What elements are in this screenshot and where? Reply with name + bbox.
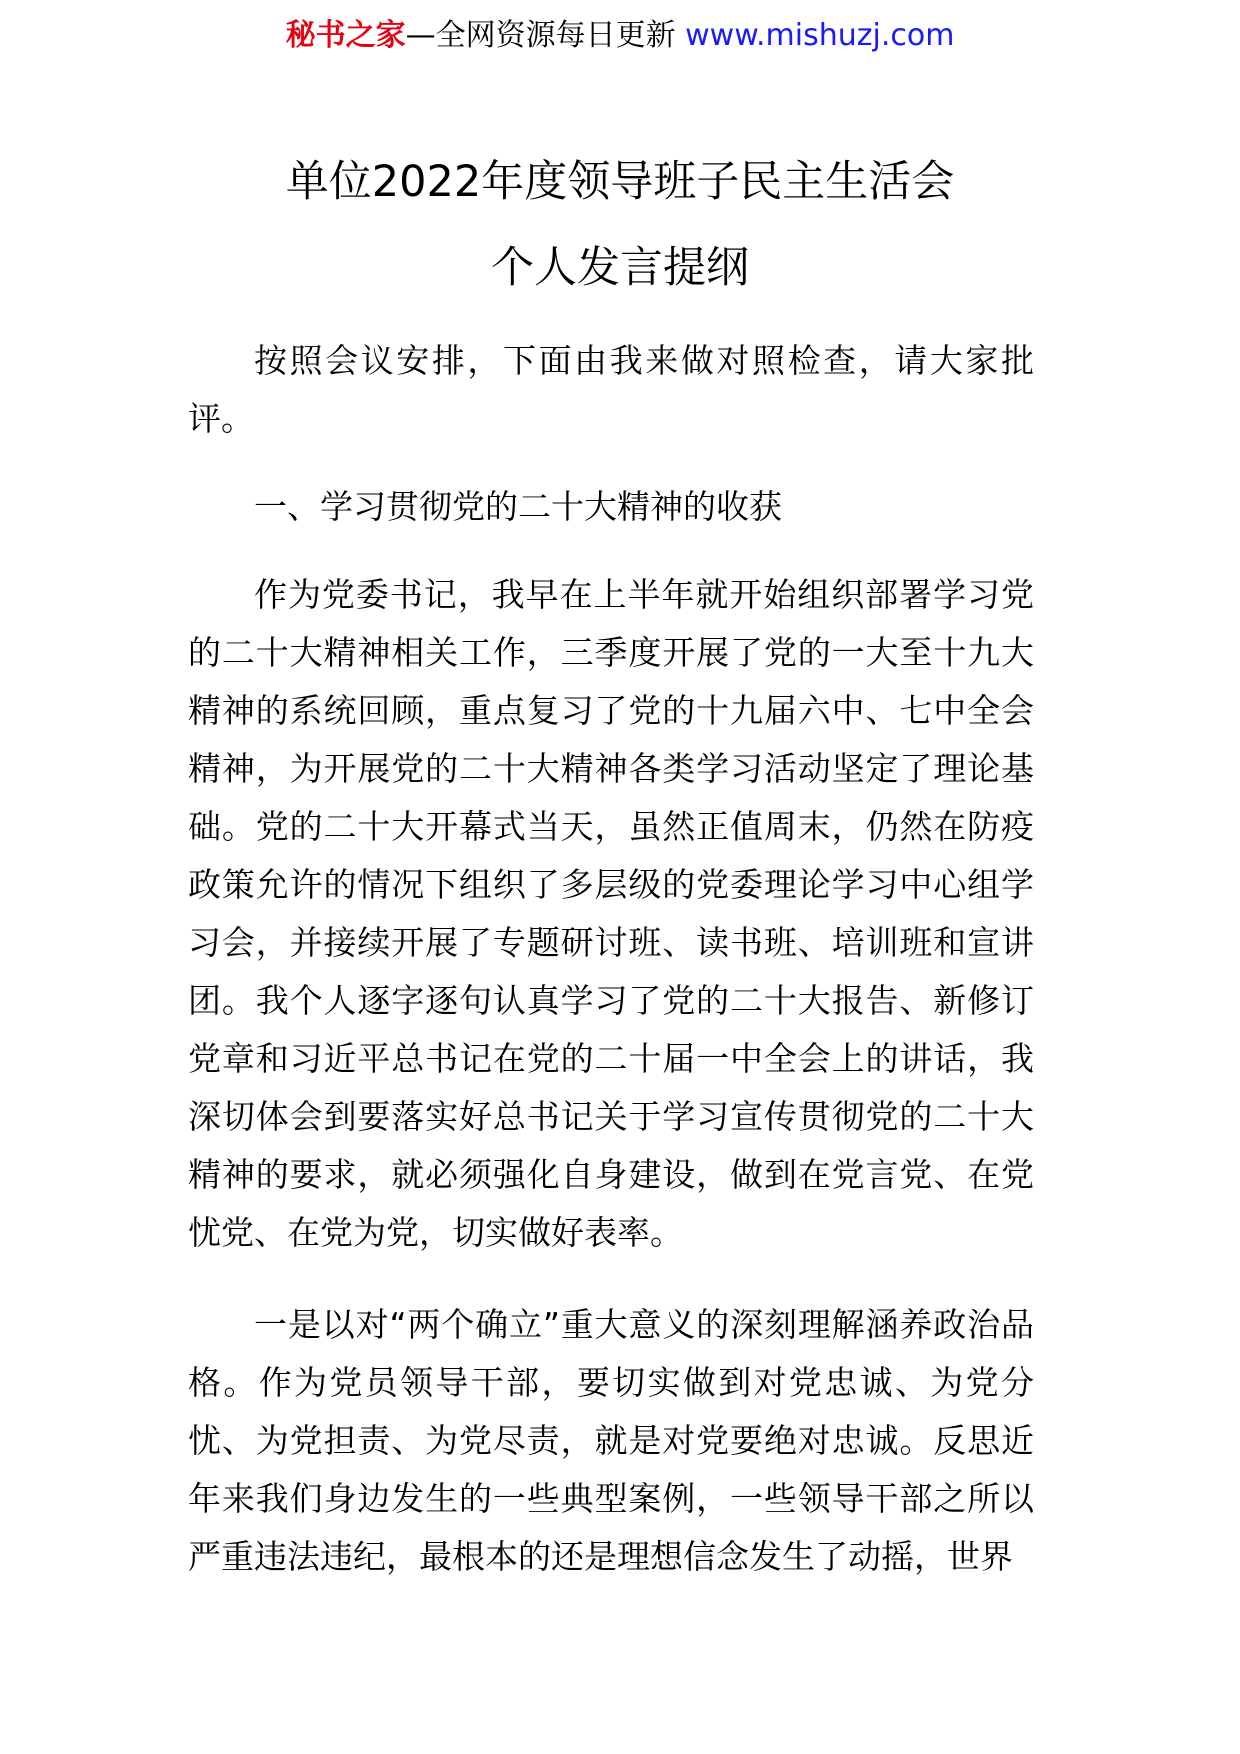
site-brand: 秘书之家 — [285, 18, 406, 53]
section-heading: 一、学习贯彻党的二十大精神的收获 — [254, 487, 782, 526]
intro-paragraph: 按照会议安排，下面由我来做对照检查，请大家批评。 — [188, 341, 1034, 438]
site-header — [0, 14, 1240, 58]
body-paragraph: 一是以对“两个确立”重大意义的深刻理解涵养政治品格。作为党员领导干部，要切实做到对党忠诚、为党分忧、为党担责、为党尽责，就是对党要绝对忠诚。反思近年来我们身边发生的一些典型案例，一些领导干部之所以严重违法违纪，最根本的还是理想信念发生了动摇，世界 — [188, 1305, 1034, 1576]
site-url-link[interactable]: www.mishuzj.com — [685, 18, 955, 53]
body-paragraph: 作为党委书记，我早在上半年就开始组织部署学习党的二十大精神相关工作，三季度开展了党的一大至十九大精神的系统回顾，重点复习了党的十九届六中、七中全会精神，为开展党的二十大精神各类学习活动坚定了理论基础。党的二十大开幕式当天，虽然正值周末，仍然在防疫政策允许的情况下组织了多层级的党委理论学习中心组学习会，并接续开展了专题研讨班、读书班、培训班和宣讲团。我个人逐字逐句认真学习了党的二十大报告、新修订党章和习近平总书记在党的二十届一中全会上的讲话，我深切体会到要落实好总书记关于学习宣传贯彻党的二十大精神的要求，就必须强化自身建设，做到在党言党、在党忧党、在党为党，切实做好表率。 — [188, 575, 1034, 1252]
site-tagline: —全网资源每日更新 — [405, 18, 686, 53]
document-title-line2: 个人发言提纲 — [491, 243, 749, 293]
document-title-line1: 单位2022年度领导班子民主生活会 — [285, 157, 955, 207]
